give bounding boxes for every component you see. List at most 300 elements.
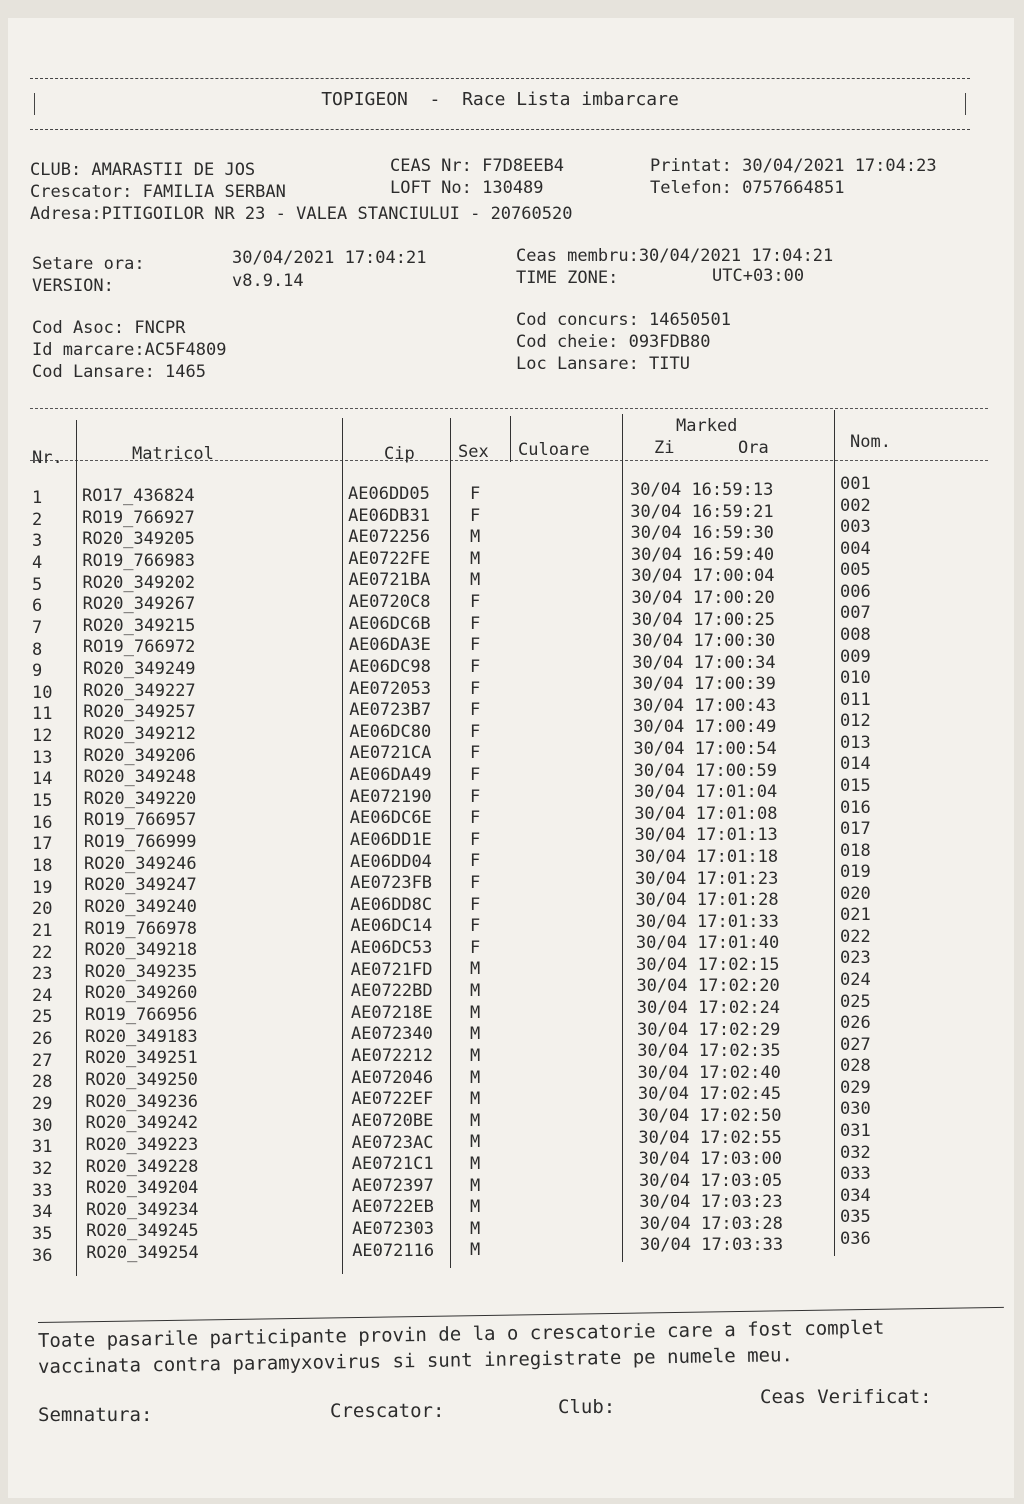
cell-zi: 30/04 [634,825,686,846]
cell-cip: AE07218E [350,1002,433,1023]
member-clock: Ceas membru:30/04/2021 17:04:21 [516,246,834,266]
key-code: Cod cheie: 093FDB80 [516,332,711,352]
clock-number: CEAS Nr: F7D8EEB4 [390,156,564,176]
cell-cip: AE0721BA [348,570,431,591]
cell-sex: M [470,959,481,980]
club-name: CLUB: AMARASTII DE JOS [30,160,256,180]
cell-zi: 30/04 [630,544,683,565]
cell-nom: 034 [840,1185,871,1206]
cell-nom: 035 [840,1207,871,1228]
cell-nom: 023 [840,948,871,969]
cell-cip: AE0722FE [348,548,431,569]
cell-gap [683,610,693,630]
cell-ora: 17:02:24 [698,998,781,1019]
cell-matricol: RO19_766972 [82,637,196,658]
column-separator [450,418,451,1268]
cell-sex: M [470,1024,481,1045]
cell-nr: 17 [32,834,53,855]
cell-gap [689,1084,699,1104]
cell-gap [689,1063,699,1083]
version-label: VERSION: [32,276,114,296]
cell-zi: 30/04 [636,976,688,997]
cell-cip: AE072256 [348,527,431,548]
association-code: Cod Asoc: FNCPR [32,318,186,338]
cell-nom: 032 [840,1142,871,1163]
cell-ora: 17:02:29 [698,1019,781,1040]
cell-zi: 30/04 [639,1213,691,1234]
cell-marked-datetime [631,523,774,543]
cell-ora: 17:02:40 [698,1062,781,1083]
cell-matricol: RO20_349206 [83,745,197,766]
cell-nom: 011 [840,689,871,710]
cell-marked-datetime [636,976,779,996]
cell-nr: 3 [32,531,43,552]
cell-gap [690,1149,700,1169]
cell-gap [688,998,698,1018]
cell-zi: 30/04 [635,933,688,954]
cell-marked-datetime [633,696,776,716]
cell-matricol: RO20_349205 [82,529,195,550]
cell-sex: F [470,678,481,699]
cell-ora: 17:00:54 [694,739,777,760]
header-marked: Marked [676,416,738,436]
cell-sex: F [470,505,481,526]
cell-cip: AE072212 [351,1046,433,1067]
cell-gap [686,869,696,889]
cell-zi: 30/04 [638,1170,691,1191]
cell-matricol: RO20_349245 [86,1221,199,1242]
column-separator [622,414,623,1262]
setare-label: Setare ora: [32,254,145,274]
cell-ora: 17:02:20 [697,976,780,997]
cell-marked-datetime [632,610,775,630]
header-sex: Sex [458,442,489,462]
cell-cip: AE06DC80 [349,721,432,742]
cell-sex: M [470,527,481,548]
cell-cip: AE0721FD [350,959,433,980]
cell-cip: AE072190 [349,786,432,807]
cell-gap [690,1171,700,1191]
cell-nom: 014 [840,754,871,775]
cell-nom: 010 [840,668,871,689]
cell-sex: M [470,1132,481,1153]
cell-nom: 030 [840,1099,871,1120]
cell-nr: 32 [32,1158,53,1179]
cell-marked-datetime [637,1041,780,1061]
cell-nom: 016 [840,797,871,818]
cell-nr: 5 [32,574,43,595]
header-culoare: Culoare [518,440,590,460]
cell-nr: 21 [32,920,53,941]
cell-zi: 30/04 [637,1084,690,1105]
cell-ora: 16:59:21 [691,501,774,522]
cell-gap [687,890,697,910]
cell-nom: 009 [840,646,871,667]
cell-nr: 14 [32,769,53,790]
cell-gap [686,847,696,867]
cell-nom: 028 [840,1056,871,1077]
cell-ora: 17:00:59 [695,760,777,781]
cell-cip: AE0722BD [350,981,433,1002]
cell-gap [682,566,692,586]
cell-gap [684,674,694,694]
cell-sex: M [470,1089,481,1110]
cell-matricol: RO20_349246 [84,853,197,874]
cell-nr: 27 [32,1050,53,1071]
cell-marked-datetime [634,804,777,824]
cell-zi: 30/04 [635,890,687,911]
cell-sex: F [470,592,481,613]
breeder-signature-label: Crescator: [330,1400,445,1422]
cell-nr: 6 [32,596,43,617]
cell-nom: 004 [840,538,871,559]
cell-zi: 30/04 [632,652,684,673]
cell-zi: 30/04 [636,998,688,1019]
cell-zi: 30/04 [639,1192,691,1213]
cell-nom: 002 [840,495,871,516]
cell-cip: AE072116 [352,1240,435,1261]
cell-zi: 30/04 [637,1019,689,1040]
cell-ora: 17:02:50 [699,1105,782,1126]
cell-cip: AE06DC14 [350,916,433,937]
cell-zi: 30/04 [638,1105,690,1126]
column-separator [76,420,77,1276]
cell-nr: 1 [32,488,43,508]
cell-sex: F [470,894,481,915]
cell-nom: 006 [840,581,871,602]
cell-gap [684,696,694,716]
cell-marked-datetime [630,502,773,522]
cell-nom: 015 [840,775,871,796]
cell-sex: M [470,570,481,591]
cell-matricol: RO20_349220 [83,788,197,809]
cell-gap [688,1041,698,1061]
cell-matricol: RO20_349212 [83,723,196,744]
cell-sex: F [470,764,481,785]
cell-zi: 30/04 [636,954,688,975]
cell-zi: 30/04 [634,846,686,867]
header-nr: Nr. [32,448,63,468]
cell-nom: 018 [840,840,871,861]
cell-zi: 30/04 [630,523,682,544]
breeder-name: Crescator: FAMILIA SERBAN [30,182,286,202]
document-title: TOPIGEON - Race Lista imbarcare [321,89,679,110]
cell-ora: 17:02:55 [699,1127,782,1148]
cell-sex: F [470,916,481,937]
cell-cip: AE06DD04 [350,851,432,872]
cell-marked-datetime [639,1171,782,1191]
cell-nr: 15 [32,791,53,812]
declaration-line-2: vaccinata contra paramyxovirus si sunt inregistrate pe numele meu. [37,1344,794,1378]
cell-zi: 30/04 [631,631,684,652]
cell-nr: 31 [32,1137,53,1158]
cell-matricol: RO20_349204 [85,1178,199,1199]
cell-matricol: RO19_766927 [82,507,195,528]
cell-nom: 003 [840,517,871,538]
cell-nom: 021 [840,905,871,926]
marking-id: Id marcare:AC5F4809 [32,340,227,360]
cell-marked-datetime [631,588,774,608]
cell-sex: F [470,656,481,677]
cell-nr: 29 [32,1094,53,1115]
cell-nr: 10 [32,682,53,703]
header-nom: Nom. [850,432,891,452]
cell-nr: 33 [32,1180,53,1201]
setare-value: 30/04/2021 17:04:21 [232,248,427,268]
cell-sex: M [470,1067,481,1088]
cell-cip: AE0721C1 [351,1154,434,1175]
cell-sex: M [470,981,481,1002]
cell-matricol: RO20_349260 [84,983,198,1004]
cell-cip: AE0723B7 [349,700,432,721]
cell-zi: 30/04 [637,1041,689,1062]
cell-gap [690,1192,700,1212]
cell-ora: 17:00:39 [693,674,776,695]
cell-cip: AE06DC6B [348,613,431,634]
cell-sex: M [470,1002,481,1023]
cell-ora: 17:03:00 [700,1149,782,1170]
cell-sex: M [470,1197,481,1218]
cell-ora: 17:00:34 [693,652,776,673]
cell-sex: M [470,1175,481,1196]
cell-zi: 30/04 [638,1127,690,1148]
cell-matricol: RO20_349227 [83,680,196,701]
cell-matricol: RO19_766978 [84,918,197,939]
cell-marked-datetime [632,653,775,673]
cell-matricol: RO19_766983 [82,550,195,571]
cell-marked-datetime [630,480,773,500]
cell-marked-datetime [638,1063,781,1083]
cell-nom: 008 [840,624,871,645]
cell-matricol: RO20_349215 [82,615,196,636]
cell-ora: 17:03:23 [700,1192,783,1213]
print-date: Printat: 30/04/2021 17:04:23 [650,156,937,176]
cell-sex: F [470,484,481,504]
header-zi: Zi [654,438,675,458]
cell-ora: 17:00:04 [692,566,775,587]
cell-matricol: RO20_349249 [82,659,196,680]
cell-gap [685,761,695,781]
cell-nom: 017 [840,819,871,840]
cell-gap [688,976,698,996]
cell-sex: F [470,829,481,850]
cell-zi: 30/04 [631,609,683,630]
cell-ora: 17:03:05 [700,1170,783,1191]
cell-sex: M [470,1153,481,1174]
cell-gap [682,545,692,565]
cell-sex: M [470,1240,481,1261]
cell-sex: F [470,700,481,721]
cell-zi: 30/04 [635,868,687,889]
cell-ora: 17:00:25 [693,609,775,630]
cell-matricol: RO19_766999 [83,832,197,853]
cell-zi: 30/04 [632,695,684,716]
cell-nom: 001 [840,474,871,494]
cell-matricol: RO20_349234 [85,1199,199,1220]
cell-sex: F [470,873,481,894]
cell-ora: 17:03:28 [700,1213,783,1234]
cell-sex: F [470,786,481,807]
cell-marked-datetime [634,825,777,845]
cell-nom: 005 [840,560,871,581]
cell-nom: 029 [840,1077,871,1098]
time-zone-label: TIME ZONE: [516,268,619,288]
cell-cip: AE0722EB [351,1197,434,1218]
cell-nr: 24 [32,985,53,1006]
cell-gap [687,955,697,975]
cell-ora: 17:01:13 [695,825,778,846]
cell-sex: F [470,851,481,872]
cell-nom: 033 [840,1164,871,1185]
cell-nr: 13 [32,747,53,768]
phone: Telefon: 0757664851 [650,178,845,198]
signature-label: Semnatura: [38,1404,153,1426]
cell-matricol: RO20_349267 [82,594,196,615]
cell-nr: 22 [32,942,53,963]
cell-nr: 28 [32,1072,53,1093]
cell-ora: 17:01:33 [697,911,779,932]
cell-zi: 30/04 [631,587,683,608]
title-box [30,78,970,130]
cell-gap [687,933,697,953]
cell-matricol: RO20_349236 [85,1091,198,1112]
cell-nom: 025 [840,991,871,1012]
cell-sex: M [470,548,481,569]
table-top-rule [30,408,988,409]
cell-sex: F [470,743,481,764]
cell-matricol: RO20_349235 [84,961,198,982]
cell-ora: 17:01:08 [695,803,778,824]
cell-ora: 17:00:30 [693,631,776,652]
cell-nr: 35 [32,1223,53,1244]
cell-sex: F [470,721,481,742]
cell-gap [690,1128,700,1148]
cell-cip: AE072053 [349,678,431,699]
cell-marked-datetime [633,674,776,694]
cell-nom: 013 [840,732,871,753]
cell-cip: AE06DC6E [349,808,432,829]
cell-cip: AE06DD8C [350,894,433,915]
column-separator [342,418,343,1274]
cell-cip: AE072046 [351,1067,434,1088]
cell-sex: M [470,1045,481,1066]
cell-zi: 30/04 [633,739,685,760]
cell-gap [686,825,696,845]
cell-nom: 026 [840,1013,871,1034]
cell-marked-datetime [631,566,774,586]
cell-nr: 4 [32,552,43,573]
cell-zi: 30/04 [630,501,682,522]
cell-nom: 022 [840,926,871,947]
cell-gap [684,717,694,737]
cell-nr: 25 [32,1007,53,1028]
cell-matricol: RO20_349242 [85,1113,199,1134]
cell-matricol: RO20_349248 [83,767,197,788]
cell-cip: AE06DC53 [350,937,433,958]
declaration-line-1: Toate pasarile participante provin de la o crescatorie care a fost complet [37,1316,885,1352]
cell-nr: 20 [32,899,53,920]
cell-marked-datetime [633,739,776,759]
cell-ora: 17:01:40 [697,933,780,954]
cell-ora: 16:59:40 [692,544,775,565]
column-separator [510,416,511,462]
cell-sex: F [470,937,481,958]
contest-code: Cod concurs: 14650501 [516,310,731,330]
cell-cip: AE06DC98 [348,656,431,677]
cell-gap [681,480,691,500]
cell-matricol: RO20_349223 [85,1134,199,1155]
cell-nr: 34 [32,1202,53,1223]
cell-sex: M [470,1218,481,1239]
cell-marked-datetime [640,1235,783,1255]
cell-ora: 17:00:49 [694,717,777,738]
cell-marked-datetime [639,1192,782,1212]
cell-gap [683,588,693,608]
cell-sex: F [470,808,481,829]
cell-nom: 020 [840,883,871,904]
cell-marked-datetime [638,1106,781,1126]
header-cip: Cip [384,444,415,464]
cell-cip: AE06DD05 [348,484,430,504]
cell-nom: 012 [840,711,871,732]
cell-nr: 36 [32,1245,53,1266]
cell-sex: M [470,1110,481,1131]
cell-ora: 17:02:15 [697,954,780,975]
cell-nr: 11 [32,704,53,725]
cell-marked-datetime [636,933,779,953]
cell-matricol: RO20_349183 [85,1026,198,1047]
cell-ora: 17:01:28 [696,890,779,911]
cell-marked-datetime [639,1149,782,1169]
cell-nom: 024 [840,970,871,991]
cell-ora: 17:01:04 [695,782,778,803]
cell-nr: 8 [32,639,43,660]
cell-gap [682,523,692,543]
cell-ora: 17:01:23 [696,868,779,889]
cell-marked-datetime [636,955,779,975]
cell-nom: 036 [840,1228,871,1249]
cell-cip: AE06DA49 [349,765,432,786]
cell-zi: 30/04 [633,717,685,738]
cell-gap [689,1106,699,1126]
cell-matricol: RO20_349251 [85,1048,198,1069]
cell-matricol: RO20_349254 [86,1243,199,1264]
cell-nr: 19 [32,877,53,898]
cell-zi: 30/04 [637,1062,689,1083]
loft-number: LOFT No: 130489 [390,178,544,198]
cell-cip: AE0720BE [351,1110,434,1131]
cell-cip: AE0720C8 [348,592,431,613]
release-code: Cod Lansare: 1465 [32,362,206,382]
cell-zi: 30/04 [638,1149,690,1170]
cell-sex: F [470,613,481,634]
cell-nom: 031 [840,1121,871,1141]
cell-ora: 17:00:20 [692,587,775,608]
cell-marked-datetime [635,890,778,910]
cell-matricol: RO17_436824 [82,486,195,506]
cell-nr: 12 [32,726,53,747]
clock-verified-label: Ceas Verificat: [760,1386,932,1408]
cell-cip: AE0723AC [351,1132,434,1153]
cell-nr: 23 [32,964,53,985]
cell-cip: AE06DD1E [349,829,432,850]
cell-matricol: RO20_349218 [84,940,198,961]
cell-cip: AE0721CA [349,743,432,764]
cell-zi: 30/04 [632,674,684,695]
cell-zi: 30/04 [633,782,686,803]
cell-zi: 30/04 [630,480,682,500]
cell-sex: F [470,635,481,656]
